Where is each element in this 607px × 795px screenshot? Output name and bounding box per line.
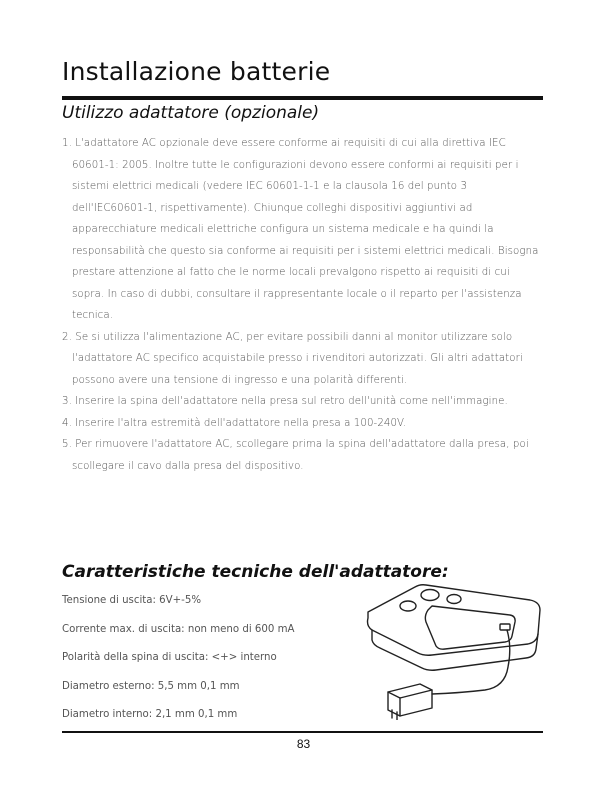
spec-item: Tensione di uscita: 6V+-5% (62, 595, 202, 606)
instruction-item: 5. Per rimuovere l'adattatore AC, scollegare prima la spina dell'adattatore dalla presa, poi scollegare il cavo dalla presa del dispositivo. (62, 439, 529, 472)
instruction-item: 2. Se si utilizza l'alimentazione AC, per evitare possibili danni al monitor utilizzare solo l'adattatore AC specifico acquistabile presso i rivenditori autorizzati. Gli altri adattatori possono avere una tensione di ingresso e una polarità differenti. (62, 331, 523, 386)
spec-list (62, 594, 372, 737)
page-title: Installazione batterie (62, 57, 331, 86)
spec-item: Diametro esterno: 5,5 mm 0,1 mm (62, 680, 240, 692)
spec-item: Diametro interno: 2,1 mm 0,1 mm (62, 709, 238, 720)
monitor-adapter-illustration (360, 572, 545, 720)
page-number: 83 (296, 737, 311, 751)
footer-rule (62, 731, 543, 733)
spec-item: Polarità della spina di uscita: <+> interno (62, 652, 277, 663)
instruction-item: 3. Inserire la spina dell'adattatore nella presa sul retro dell'unità come nell'immagine. (62, 396, 508, 407)
adapter-section-heading: Utilizzo adattatore (opzionale) (62, 103, 320, 123)
spec-item: Corrente max. di uscita: non meno di 600 mA (62, 623, 295, 635)
adapter-instructions (62, 133, 542, 477)
instruction-item: 4. Inserire l'altra estremità dell'adattatore nella presa a 100-240V. (62, 417, 407, 429)
specs-section-heading: Caratteristiche tecniche dell'adattatore: (62, 562, 449, 582)
title-rule (62, 96, 543, 100)
instruction-item: 1. L'adattatore AC opzionale deve essere conforme ai requisiti di cui alla direttiva IEC 60601-1: 2005. Inoltre tutte le configurazioni devono essere conformi ai requisiti per i sistemi elettrici medicali (vedere IEC 60601-1-1 e la clausola 16 del punto 3 dell'IEC60601-1, rispettivamente). Chiunque colleghi dispositivi aggiuntivi ad apparecchiature medicali elettriche configura un sistema medicale e ha quindi la responsabilità che questo sia conforme ai requisiti per i sistemi elettrici medicali. Bisogna prestare attenzione al fatto che le norme locali prevalgono rispetto ai requisiti di cui sopra. In caso di dubbi, consultare il rappresentante locale o il reparto per l'assistenza tecnica. (62, 138, 539, 321)
